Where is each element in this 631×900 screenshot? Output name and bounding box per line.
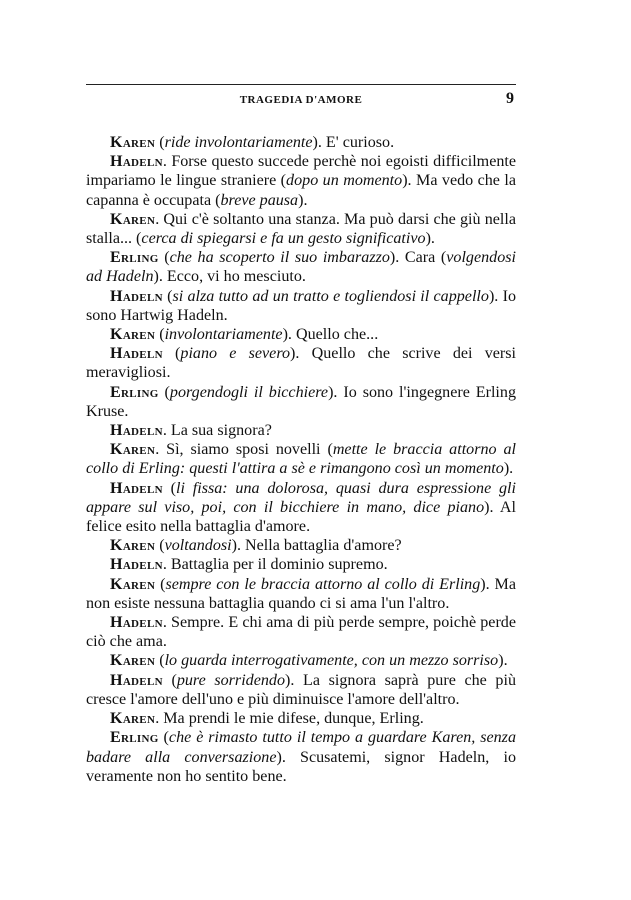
dialogue-text: (	[155, 537, 165, 555]
dialogue-text: ).	[425, 230, 435, 248]
dialogue-text: . Battaglia per il dominio supremo.	[162, 556, 388, 574]
speaker-name: Hadeln	[110, 614, 163, 632]
stage-direction: voltandosi	[164, 537, 232, 555]
stage-direction: cerca di spiegarsi e fa un gesto significativo	[141, 230, 426, 248]
stage-direction: mette le braccia attorno al collo di Erling: questi l'attira a sè e rimangono così un momento	[86, 441, 516, 478]
speaker-name: Karen	[110, 441, 156, 459]
speaker-name: Hadeln	[110, 556, 163, 574]
stage-direction: sempre con le braccia attorno al collo di Erling	[165, 575, 481, 593]
stage-direction: ride involontariamente	[164, 134, 313, 151]
dialogue-text: ). Nella battaglia d'amore?	[231, 537, 402, 555]
stage-direction: breve pausa	[220, 191, 299, 209]
dialogue-text: ). Ecco, vi ho mesciuto.	[153, 268, 306, 286]
dialogue-text: ). Io sono l'ingegnere Erling Kruse.	[86, 383, 516, 420]
dialogue-text: (	[155, 326, 165, 344]
speaker-name: Hadeln	[110, 287, 163, 305]
speaker-name: Hadeln	[110, 345, 163, 363]
stage-direction: piano e severo	[180, 345, 291, 363]
stage-direction: volgendosi ad Hadeln	[86, 249, 516, 286]
dialogue-text: ). Cara (	[389, 249, 447, 267]
dialogue-text: ). La signora saprà pure che più cresce l'amore dell'uno e più diminuisce l'amore dell'altro.	[86, 671, 516, 708]
stage-direction: pure sorridendo	[176, 671, 286, 689]
speaker-name: Hadeln	[110, 671, 163, 689]
dialogue-text: (	[155, 652, 165, 670]
dialogue-text: (	[158, 383, 170, 401]
dialogue-paragraph	[86, 613, 516, 651]
speaker-name: Karen	[110, 210, 156, 228]
dialogue-text: . Qui c'è soltanto una stanza. Ma può darsi che giù nella stalla... (	[86, 210, 516, 248]
speaker-name: Erling	[110, 729, 159, 747]
dialogue-text: . Ma prendi le mie difese, dunque, Erling.	[155, 710, 424, 728]
dialogue-paragraph	[86, 325, 516, 344]
dialogue-text: (	[162, 287, 173, 305]
speaker-name: Karen	[110, 575, 156, 593]
dialogue-text: ). Al felice esito nella battaglia d'amore.	[86, 498, 516, 536]
dialogue-text: ). Ma vedo che la capanna è occupata (	[86, 172, 516, 209]
running-header	[86, 84, 516, 107]
speaker-name: Hadeln	[110, 422, 163, 440]
dialogue-text: ).	[298, 191, 308, 209]
dialogue-paragraph	[86, 479, 516, 537]
dialogue-paragraph	[86, 421, 516, 440]
dialogue-text: . Forse questo succede perchè noi egoisti difficilmente impariamo le lingue straniere (	[86, 153, 516, 190]
dialogue-paragraph	[86, 440, 516, 478]
speaker-name: Karen	[110, 652, 156, 670]
speaker-name: Erling	[110, 249, 159, 267]
stage-direction: lo guarda interrogativamente, con un mezzo sorriso	[164, 652, 499, 670]
dialogue-text: ). Quello che scrive dei versi meravigliosi.	[86, 345, 516, 382]
dialogue-paragraph	[86, 575, 516, 613]
dialogue-paragraph	[86, 671, 516, 709]
dialogue-paragraph	[86, 133, 516, 152]
dialogue-text: (	[162, 345, 181, 363]
dialogue-paragraph	[86, 152, 516, 210]
speaker-name: Karen	[110, 710, 156, 728]
dialogue-text: ).	[498, 652, 508, 670]
speaker-name: Hadeln	[110, 479, 163, 497]
stage-direction: involontariamente	[164, 326, 283, 344]
stage-direction: li fissa: una dolorosa, quasi dura espressione gli appare sul viso, poi, con il bicchiere in mano, dice piano	[86, 479, 516, 516]
dialogue-text: ). Scusatemi, signor Hadeln, io veramente non ho sentito bene.	[86, 748, 516, 785]
speaker-name: Karen	[110, 537, 156, 555]
dialogue-text: (	[162, 479, 176, 497]
stage-direction: dopo un momento	[286, 172, 403, 190]
dialogue-text: . La sua signora?	[162, 422, 272, 440]
dialogue-text: (	[158, 249, 170, 267]
stage-direction: si alza tutto ad un tratto e togliendosi il cappello	[172, 287, 489, 305]
dialogue-text: (	[155, 575, 166, 593]
speaker-name: Karen	[110, 134, 156, 151]
dialogue-text: (	[155, 134, 165, 151]
page-number: 9	[506, 90, 514, 107]
dialogue-paragraph	[86, 210, 516, 248]
dialogue-text: ).	[503, 460, 514, 478]
dialogue-text: . Sempre. E chi ama di più perde sempre, poichè perde ciò che ama.	[86, 614, 516, 651]
stage-direction: che è rimasto tutto il tempo a guardare Karen, senza badare alla conversazione	[86, 729, 516, 766]
dialogue-paragraph	[86, 383, 516, 421]
dialogue-paragraph	[86, 651, 516, 670]
dialogue-text: ). Io sono Hartwig Hadeln.	[86, 287, 516, 324]
dialogue-paragraph	[86, 728, 516, 786]
speaker-name: Erling	[110, 383, 159, 401]
dialogue-paragraph	[86, 248, 516, 286]
stage-direction: che ha scoperto il suo imbarazzo	[169, 249, 390, 267]
speaker-name: Karen	[110, 326, 156, 344]
dialogue-text: (	[162, 671, 177, 689]
dialogue-text: ). Quello che...	[282, 326, 379, 344]
dialogue-body	[86, 133, 516, 786]
running-title: TRAGEDIA D'AMORE	[239, 94, 363, 106]
dialogue-text: ). E' curioso.	[312, 134, 395, 151]
dialogue-text: (	[158, 729, 169, 747]
dialogue-paragraph	[86, 287, 516, 325]
dialogue-paragraph	[86, 536, 516, 555]
dialogue-text: ). Ma non esiste nessuna battaglia quando ci si ama l'un l'altro.	[86, 575, 516, 612]
speaker-name: Hadeln	[110, 153, 163, 171]
dialogue-paragraph	[86, 709, 516, 728]
dialogue-paragraph	[86, 344, 516, 382]
stage-direction: porgendogli il bicchiere	[169, 383, 329, 401]
dialogue-text: . Sì, siamo sposi novelli (	[155, 441, 333, 459]
dialogue-paragraph	[86, 555, 516, 574]
